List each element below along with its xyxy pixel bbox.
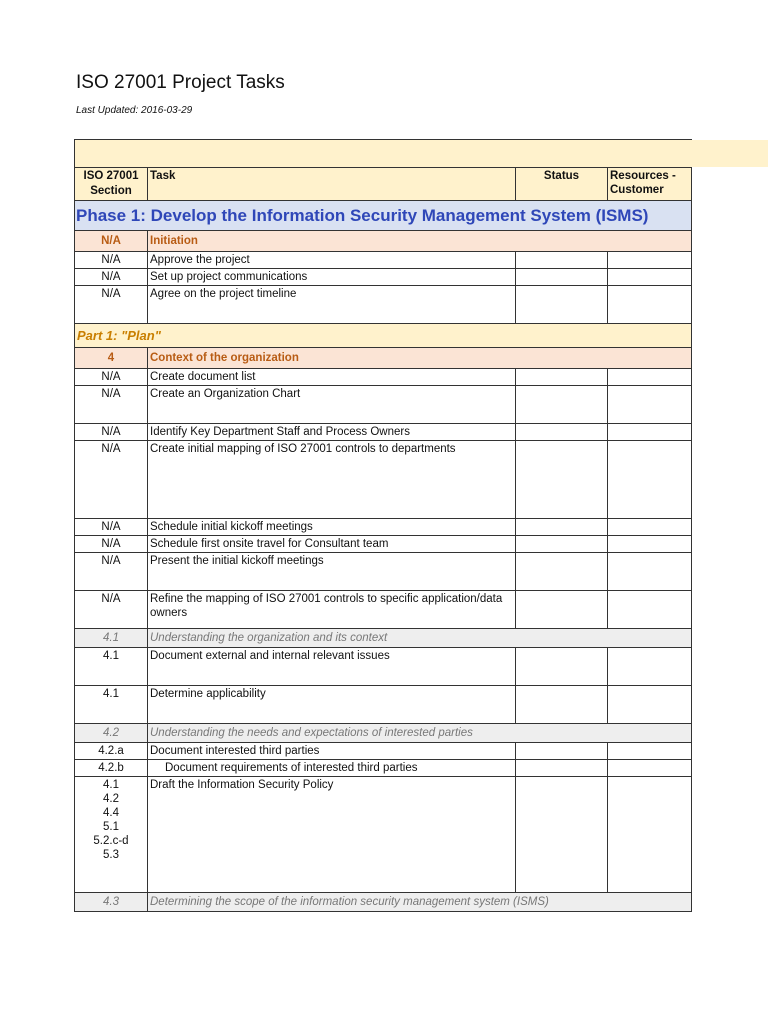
row-resources[interactable] xyxy=(608,591,692,629)
header-band-extension xyxy=(690,140,768,167)
table-row xyxy=(75,743,692,760)
subsection-label: Determining the scope of the information security management system (ISMS) xyxy=(148,893,692,912)
row-task: Document requirements of interested third parties xyxy=(148,760,516,777)
phase-row xyxy=(75,201,692,231)
row-task: Create an Organization Chart xyxy=(148,386,516,424)
row-resources[interactable] xyxy=(608,441,692,519)
column-header-row xyxy=(75,168,692,201)
row-status[interactable] xyxy=(516,536,608,553)
row-task: Set up project communications xyxy=(148,269,516,286)
row-status[interactable] xyxy=(516,553,608,591)
subsection-row-4-2 xyxy=(75,724,692,743)
row-task: Schedule initial kickoff meetings xyxy=(148,519,516,536)
row-task: Determine applicability xyxy=(148,686,516,724)
row-status[interactable] xyxy=(516,386,608,424)
row-task: Identify Key Department Staff and Process Owners xyxy=(148,424,516,441)
row-resources[interactable] xyxy=(608,553,692,591)
row-status[interactable] xyxy=(516,252,608,269)
phase-label: Phase 1: Develop the Information Security Management System (ISMS) xyxy=(75,201,692,231)
table-row xyxy=(75,252,692,269)
row-section: N/A xyxy=(75,591,148,629)
row-section: N/A xyxy=(75,369,148,386)
subsection-row-4-1 xyxy=(75,629,692,648)
row-resources[interactable] xyxy=(608,743,692,760)
header-resources: Resources - Customer xyxy=(608,168,692,201)
row-resources[interactable] xyxy=(608,424,692,441)
part-row xyxy=(75,324,692,348)
row-resources[interactable] xyxy=(608,386,692,424)
group-label: Context of the organization xyxy=(148,348,692,369)
subsection-section: 4.1 xyxy=(75,629,148,648)
blank-header-row xyxy=(75,140,692,168)
row-task: Create initial mapping of ISO 27001 controls to departments xyxy=(148,441,516,519)
row-status[interactable] xyxy=(516,269,608,286)
table-row xyxy=(75,553,692,591)
row-section: 4.1 xyxy=(75,648,148,686)
subsection-label: Understanding the organization and its context xyxy=(148,629,692,648)
table-row xyxy=(75,424,692,441)
subsection-section: 4.2 xyxy=(75,724,148,743)
table-row xyxy=(75,286,692,324)
row-resources[interactable] xyxy=(608,536,692,553)
row-section: N/A xyxy=(75,269,148,286)
row-task: Refine the mapping of ISO 27001 controls to specific application/data owners xyxy=(148,591,516,629)
group-row-context xyxy=(75,348,692,369)
row-section: N/A xyxy=(75,252,148,269)
row-status[interactable] xyxy=(516,424,608,441)
document-title: ISO 27001 Project Tasks xyxy=(76,72,285,93)
table-row xyxy=(75,760,692,777)
row-resources[interactable] xyxy=(608,252,692,269)
row-resources[interactable] xyxy=(608,777,692,893)
row-section: N/A xyxy=(75,553,148,591)
last-updated: Last Updated: 2016-03-29 xyxy=(76,105,193,116)
row-section: 4.2.a xyxy=(75,743,148,760)
table-row xyxy=(75,269,692,286)
row-section: 4.2.b xyxy=(75,760,148,777)
row-status[interactable] xyxy=(516,648,608,686)
row-status[interactable] xyxy=(516,686,608,724)
section-ref: 5.2.c-d xyxy=(93,835,129,847)
section-ref: 4.4 xyxy=(103,807,119,819)
header-status: Status xyxy=(516,168,608,201)
section-ref: 5.3 xyxy=(103,849,119,861)
subsection-section: 4.3 xyxy=(75,893,148,912)
row-resources[interactable] xyxy=(608,369,692,386)
row-resources[interactable] xyxy=(608,519,692,536)
row-section: N/A xyxy=(75,536,148,553)
header-task: Task xyxy=(148,168,516,201)
row-task: Agree on the project timeline xyxy=(148,286,516,324)
row-status[interactable] xyxy=(516,369,608,386)
row-task: Approve the project xyxy=(148,252,516,269)
table-row xyxy=(75,648,692,686)
row-resources[interactable] xyxy=(608,269,692,286)
row-section: N/A xyxy=(75,386,148,424)
row-status[interactable] xyxy=(516,519,608,536)
row-resources[interactable] xyxy=(608,648,692,686)
row-section: N/A xyxy=(75,441,148,519)
row-status[interactable] xyxy=(516,743,608,760)
section-ref: 4.2 xyxy=(103,793,119,805)
header-section: ISO 27001 Section xyxy=(75,168,148,201)
section-ref: 4.1 xyxy=(103,779,119,791)
table-row xyxy=(75,519,692,536)
table-row xyxy=(75,536,692,553)
group-label: Initiation xyxy=(148,231,692,252)
row-status[interactable] xyxy=(516,441,608,519)
row-status[interactable] xyxy=(516,777,608,893)
subsection-row-4-3 xyxy=(75,893,692,912)
group-section: N/A xyxy=(75,231,148,252)
row-task: Create document list xyxy=(148,369,516,386)
table-row xyxy=(75,386,692,424)
table-row xyxy=(75,441,692,519)
project-task-table xyxy=(74,139,692,912)
part-label: Part 1: "Plan" xyxy=(75,324,692,348)
row-task: Document external and internal relevant issues xyxy=(148,648,516,686)
row-resources[interactable] xyxy=(608,760,692,777)
row-section: N/A xyxy=(75,286,148,324)
row-resources[interactable] xyxy=(608,686,692,724)
row-section: N/A xyxy=(75,424,148,441)
row-resources[interactable] xyxy=(608,286,692,324)
group-row-initiation xyxy=(75,231,692,252)
row-task: Draft the Information Security Policy xyxy=(148,777,516,893)
table-row xyxy=(75,591,692,629)
row-status[interactable] xyxy=(516,760,608,777)
row-status[interactable] xyxy=(516,286,608,324)
table-row xyxy=(75,369,692,386)
blank-header-cell xyxy=(75,140,692,168)
row-task: Document interested third parties xyxy=(148,743,516,760)
group-section: 4 xyxy=(75,348,148,369)
row-section: 4.1 xyxy=(75,686,148,724)
subsection-label: Understanding the needs and expectations of interested parties xyxy=(148,724,692,743)
row-section: N/A xyxy=(75,519,148,536)
row-status[interactable] xyxy=(516,591,608,629)
section-ref: 5.1 xyxy=(103,821,119,833)
table-row xyxy=(75,777,692,893)
row-section-list xyxy=(75,777,148,893)
row-task: Schedule first onsite travel for Consultant team xyxy=(148,536,516,553)
table-row xyxy=(75,686,692,724)
row-task: Present the initial kickoff meetings xyxy=(148,553,516,591)
